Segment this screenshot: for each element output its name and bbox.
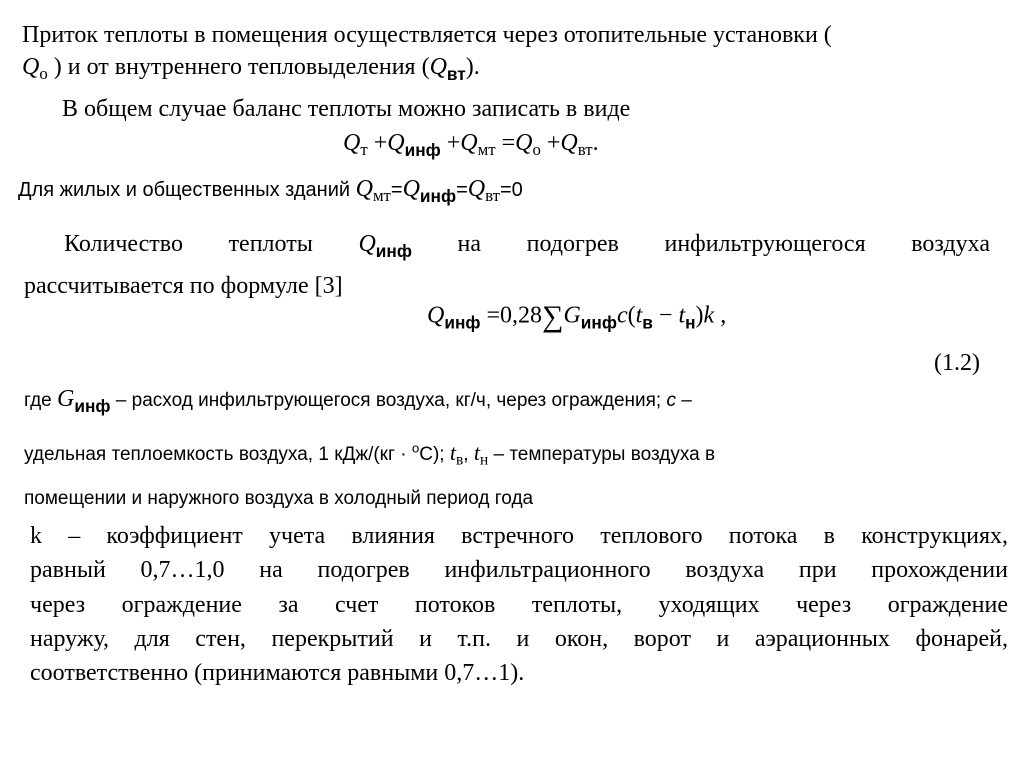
- k-line-3: через ограждение за счет потоков теплоты, уходящих через ограждение: [30, 592, 1008, 618]
- k-line-2: равный 0,7…1,0 на подогрев инфильтрационного воздуха при прохождении: [30, 557, 1008, 583]
- balance-intro: В общем случае баланс теплоты можно записать в виде: [62, 96, 631, 122]
- infiltration-formula: $Q_{инф} =0,28\sum G_{инф}c(t_в - t_н)k$ ,: [427, 300, 727, 333]
- symbol-q-vt: $Q_{вт}$: [429, 54, 466, 85]
- where-line-3: помещении и наружного воздуха в холодный период года: [24, 488, 534, 509]
- k-line-5: соответственно (принимаются равными 0,7…1).: [30, 660, 525, 686]
- residential-formula: $Q_{мт}=Q_{инф}=Q_{вт}=0$: [355, 176, 523, 207]
- intro-line-1: Приток теплоты в помещения осуществляется через отопительные установки (: [22, 22, 832, 48]
- k-line-4: наружу, для стен, перекрытий и т.п. и окон, ворот и аэрационных фонарей,: [30, 626, 1008, 652]
- heat-quantity-line-2: рассчитывается по формуле [3]: [24, 273, 343, 299]
- symbol-q-o: $Q_о$: [22, 54, 48, 84]
- balance-formula: $Q_т +Q_{инф} +Q_{мт} =Q_о +Q_{вт}$.: [343, 130, 599, 161]
- heat-quantity-line-1: Количество теплоты $Q_{инф}$ на подогрев инфильтрующегося воздуха: [64, 231, 990, 262]
- where-line-2: удельная теплоемкость воздуха, 1 кДж/(кг · $^o$С); $t_в$, $t_н$ – температуры воздуха в: [24, 440, 716, 469]
- symbol-q-inf: $Q_{инф}$: [358, 231, 412, 262]
- intro-line-2: $Q_о$ ) и от внутреннего тепловыделения $(Q_{вт})$.: [22, 54, 480, 85]
- k-line-1: k – коэффициент учета влияния встречного теплового потока в конструкциях,: [30, 523, 1008, 549]
- equation-number: (1.2): [934, 350, 980, 376]
- residential-note: Для жилых и общественных зданий $Q_{мт}=Q_{инф}=Q_{вт}=0$: [18, 176, 523, 207]
- where-line-1: где $G_{инф}$ – расход инфильтрующегося воздуха, кг/ч, через ограждения; с –: [24, 386, 692, 417]
